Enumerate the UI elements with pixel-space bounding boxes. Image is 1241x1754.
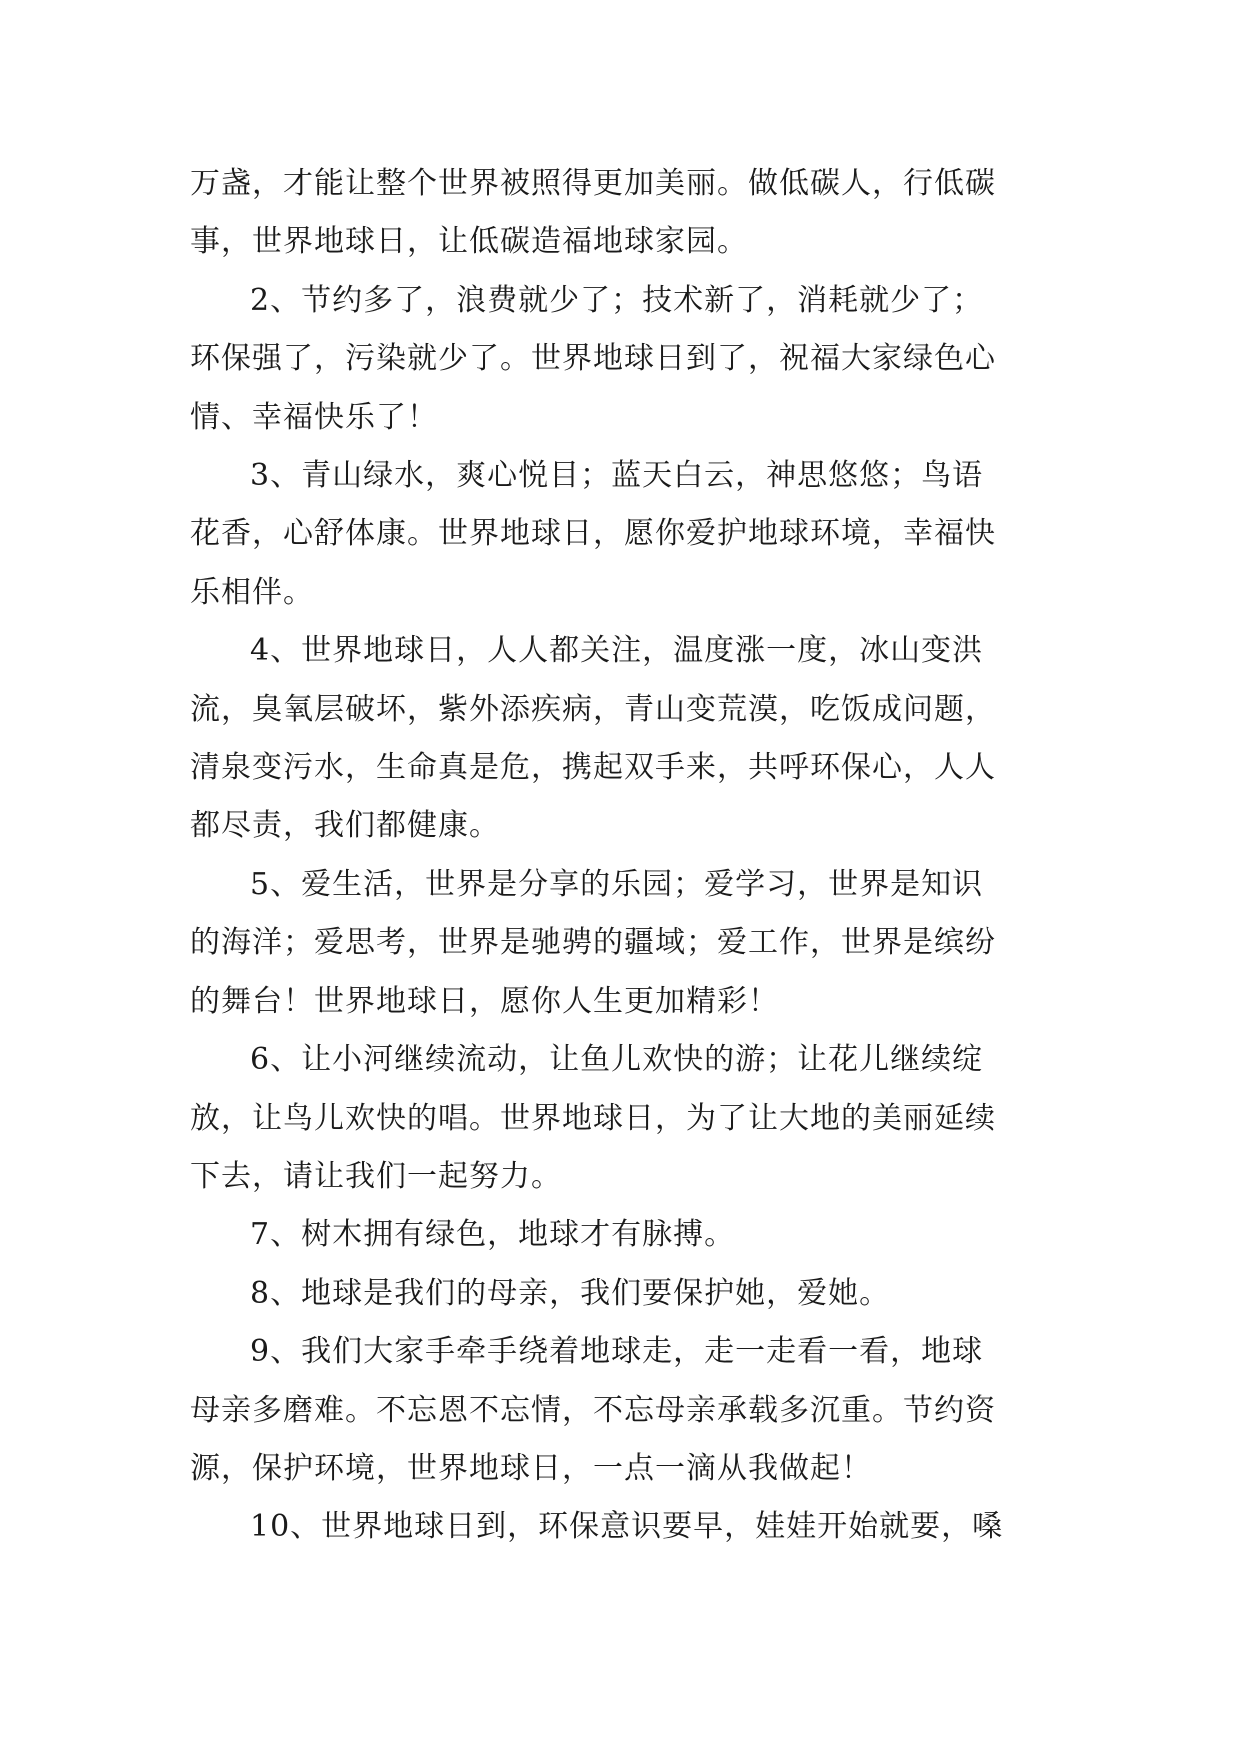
text-line: 花香，心舒体康。世界地球日，愿你爱护地球环境，幸福快: [190, 516, 996, 552]
text-line: 环保强了，污染就少了。世界地球日到了，祝福大家绿色心: [190, 341, 996, 377]
text-line: 8、地球是我们的母亲，我们要保护她，爱她。: [250, 1275, 891, 1311]
text-line: 放，让鸟儿欢快的唱。世界地球日，为了让大地的美丽延续: [190, 1100, 996, 1136]
text-line: 10、世界地球日到，环保意识要早，娃娃开始就要，嗓: [250, 1509, 1004, 1545]
text-line: 情、幸福快乐了！: [190, 399, 438, 435]
text-line: 乐相伴。: [190, 574, 314, 610]
text-line: 源，保护环境，世界地球日，一点一滴从我做起！: [190, 1450, 872, 1486]
text-line: 9、我们大家手牵手绕着地球走，走一走看一看，地球: [250, 1334, 984, 1370]
paragraph-item-2: [190, 272, 1050, 447]
text-line: 6、让小河继续流动，让鱼儿欢快的游；让花儿继续绽: [250, 1042, 984, 1078]
text-line: 3、青山绿水，爽心悦目；蓝天白云，神思悠悠；鸟语: [250, 458, 984, 494]
text-line: 7、树木拥有绿色，地球才有脉搏。: [250, 1217, 736, 1253]
paragraph-item-8: [190, 1265, 1050, 1323]
text-line: 母亲多磨难。不忘恩不忘情，不忘母亲承载多沉重。节约资: [190, 1392, 996, 1428]
text-line: 流，臭氧层破坏，紫外添疾病，青山变荒漠，吃饭成问题，: [190, 691, 996, 727]
paragraph-item-7: [190, 1206, 1050, 1264]
paragraph-item-5: [190, 856, 1050, 1031]
document-body: [190, 155, 1050, 1557]
paragraph-item-4: [190, 622, 1050, 856]
paragraph-continuation: [190, 155, 1050, 272]
text-line: 4、世界地球日，人人都关注，温度涨一度，冰山变洪: [250, 633, 984, 669]
text-line: 2、节约多了，浪费就少了；技术新了，消耗就少了；: [250, 282, 984, 318]
paragraph-item-9: [190, 1323, 1050, 1498]
paragraph-item-10: [190, 1498, 1050, 1556]
text-line: 事，世界地球日，让低碳造福地球家园。: [190, 224, 748, 260]
text-line: 的海洋；爱思考，世界是驰骋的疆域；爱工作，世界是缤纷: [190, 925, 996, 961]
text-line: 5、爱生活，世界是分享的乐园；爱学习，世界是知识: [250, 866, 984, 902]
paragraph-item-6: [190, 1031, 1050, 1206]
paragraph-item-3: [190, 447, 1050, 622]
text-line: 的舞台！世界地球日，愿你人生更加精彩！: [190, 983, 779, 1019]
text-line: 万盏，才能让整个世界被照得更加美丽。做低碳人，行低碳: [190, 166, 996, 201]
text-line: 都尽责，我们都健康。: [190, 808, 500, 844]
text-line: 下去，请让我们一起努力。: [190, 1158, 562, 1194]
text-line: 清泉变污水，生命真是危，携起双手来，共呼环保心，人人: [190, 750, 996, 786]
